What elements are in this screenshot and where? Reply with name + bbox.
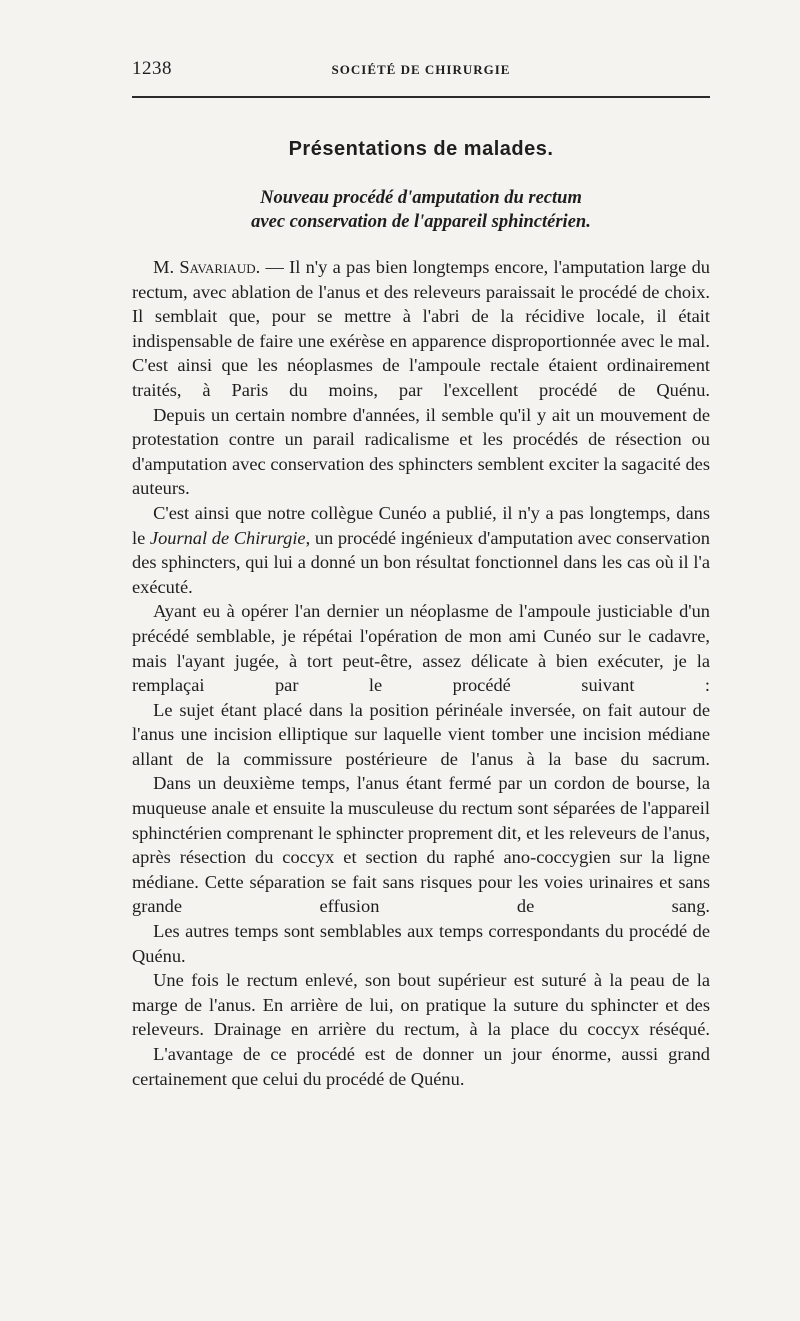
page-number: 1238 bbox=[132, 58, 172, 79]
paragraph-6: Dans un deuxième temps, l'anus étant fermé par un cordon de bourse, la muqueuse anale et ensuite la musculeuse du rectum sont séparées de l'appareil sphinctérien comprenant le sphincter proprement dit, et les releveurs de l'anus, après résection du coccyx et section du raphé ano-coccygien sur la ligne médiane. Cette séparation se fait sans risques pour les voies urinaires et sans grande effusion de sang. bbox=[132, 773, 710, 917]
article-body bbox=[132, 255, 710, 1091]
running-head bbox=[132, 58, 710, 88]
article-title bbox=[132, 186, 710, 234]
section-heading: Présentations de malades. bbox=[288, 138, 554, 160]
paragraph-4: Ayant eu à opérer l'an dernier un néoplasme de l'ampoule justiciable d'un précédé semblable, je répétai l'opération de mon ami Cunéo sur le cadavre, mais l'ayant jugée, à tort peut-être, assez délicate à bien exécuter, je la remplaçai par le procédé suivant : bbox=[132, 601, 710, 696]
running-title: SOCIÉTÉ DE CHIRURGIE bbox=[331, 62, 511, 77]
article-title-line-1: Nouveau procédé d'amputation du rectum bbox=[260, 188, 582, 208]
paragraph-9: L'avantage de ce procédé est de donner un jour énorme, aussi grand certainement que celui du procédé de Quénu. bbox=[132, 1044, 710, 1089]
paragraph-1-text: — Il n'y a pas bien longtemps encore, l'amputation large du rectum, avec ablation de l'anus et des releveurs paraissait le procédé de choix. Il semblait que, pour se mettre à l'abri de la récidive locale, il était indispensable de faire une exérèse en apparence disproportionnée avec le mal. C'est ainsi que les néoplasmes de l'ampoule rectale étaient ordinairement traités, à Paris du moins, par l'excellent procédé de Quénu. bbox=[132, 257, 710, 400]
paragraph-5: Le sujet étant placé dans la position périnéale inversée, on fait autour de l'anus une incision elliptique sur laquelle vient tomber une incision médiane allant de la commissure postérieure de l'anus à la base du sacrum. bbox=[132, 699, 710, 769]
document-page bbox=[132, 58, 710, 1091]
journal-title: Journal de Chirurgie bbox=[149, 527, 306, 548]
header-rule bbox=[132, 96, 710, 98]
paragraph-3-text-before: C'est ainsi que notre collègue Cunéo a publié, il n'y a pas longtemps, dans le bbox=[132, 502, 710, 548]
paragraph-3-text-after: , un procédé ingénieux d'amputation avec conservation des sphincters, qui lui a donné un bon résultat fonctionnel dans les cas où il l'a exécuté. bbox=[132, 527, 710, 597]
paragraph-2: Depuis un certain nombre d'années, il semble qu'il y ait un mouvement de protestation contre un parail radicalisme et les procédés de résection ou d'amputation avec conservation des sphincters semblent exciter la sagacité des auteurs. bbox=[132, 404, 710, 499]
paragraph-7: Les autres temps sont semblables aux temps correspondants du procédé de Quénu. bbox=[132, 921, 710, 966]
article-title-line-2: avec conservation de l'appareil sphinctérien. bbox=[251, 212, 591, 232]
paragraph-1 bbox=[132, 255, 710, 403]
paragraph-3 bbox=[132, 501, 710, 599]
author-name: M. Savariaud. bbox=[153, 257, 261, 277]
paragraph-8: Une fois le rectum enlevé, son bout supérieur est suturé à la peau de la marge de l'anus. En arrière de lui, on pratique la suture du sphincter et des releveurs. Drainage en arrière du rectum, à la place du coccyx réséqué. bbox=[132, 970, 710, 1040]
